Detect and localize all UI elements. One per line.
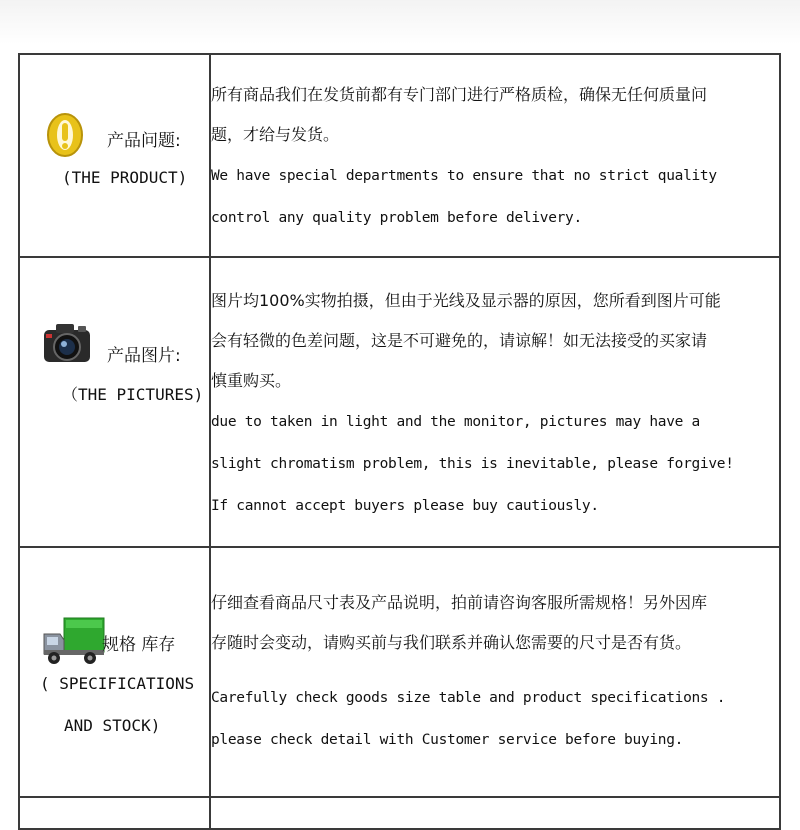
text-en-line: Carefully check goods size table and product specifications .: [211, 690, 726, 706]
table-row-product: [19, 54, 780, 257]
text-en-line: due to taken in light and the monitor, pictures may have a: [211, 414, 700, 430]
text-cn-line: 所有商品我们在发货前都有专门部门进行严格质检，确保无任何质量问: [211, 84, 708, 104]
table-row-cutoff: [19, 797, 780, 829]
label-en-pictures: （THE PICTURES): [62, 385, 204, 404]
text-cell-specifications: [210, 547, 780, 797]
text-en-line: slight chromatism problem, this is inevitable, please forgive!: [211, 456, 734, 472]
label-cell-product: [19, 54, 210, 257]
delivery-truck-icon: [40, 614, 106, 670]
label-en-specifications-line1: ( SPECIFICATIONS: [40, 674, 195, 693]
text-cell-cutoff: [210, 797, 780, 829]
text-en-line: control any quality problem before delivery.: [211, 209, 582, 226]
text-en-line: please check detail with Customer service before buying.: [211, 732, 684, 748]
info-table: [18, 53, 781, 830]
table-row-pictures: [19, 257, 780, 547]
label-en-specifications-line2: AND STOCK): [64, 716, 161, 735]
label-title-pictures: 产品图片:: [107, 346, 181, 366]
label-title-product: 产品问题:: [107, 131, 181, 151]
label-en-product: (THE PRODUCT): [62, 168, 188, 187]
text-cn-line: 图片均100%实物拍摄，但由于光线及显示器的原因，您所看到图片可能: [211, 291, 721, 310]
text-en-line: We have special departments to ensure that no strict quality: [211, 167, 717, 184]
text-en-line: If cannot accept buyers please buy cautiously.: [211, 498, 599, 514]
text-cell-product: [210, 54, 780, 257]
text-cell-pictures: [210, 257, 780, 547]
text-cn-line: 题，才给与发货。: [211, 124, 340, 144]
label-cell-specifications: [19, 547, 210, 797]
text-cn-line: 仔细查看商品尺寸表及产品说明，拍前请咨询客服所需规格！另外因库: [211, 593, 708, 612]
top-fade-band: [0, 0, 800, 44]
text-cn-line: 慎重购买。: [211, 371, 292, 390]
table-row-specifications: [19, 547, 780, 797]
text-cn-line: 存随时会变动，请购买前与我们联系并确认您需要的尺寸是否有货。: [211, 633, 692, 652]
label-title-specifications: 规格 库存: [102, 635, 176, 655]
label-cell-pictures: [19, 257, 210, 547]
camera-icon: [42, 320, 92, 368]
exclamation-icon: [46, 113, 84, 161]
text-cn-line: 会有轻微的色差问题，这是不可避免的，请谅解！如无法接受的买家请: [211, 331, 708, 350]
label-cell-cutoff: [19, 797, 210, 829]
